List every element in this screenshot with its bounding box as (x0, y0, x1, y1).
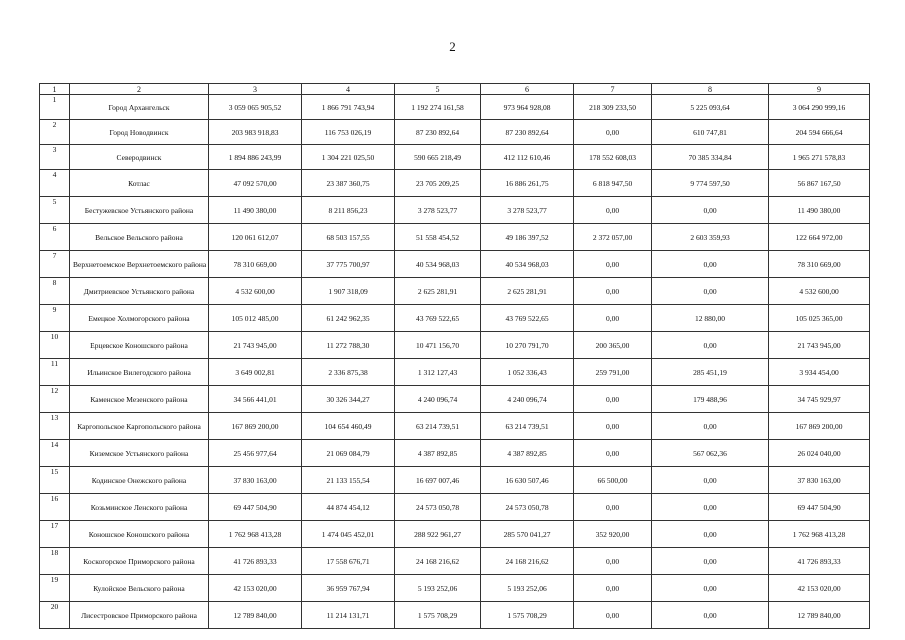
amount-cell: 1 474 045 452,01 (302, 521, 395, 548)
municipality-name: Бестужевское Устьянского района (70, 197, 209, 224)
amount-cell: 973 964 928,08 (481, 95, 574, 120)
amount-cell: 179 488,96 (652, 386, 769, 413)
column-header: 2 (70, 84, 209, 95)
municipality-name: Каргопольское Каргопольского района (70, 413, 209, 440)
amount-cell: 44 874 454,12 (302, 494, 395, 521)
amount-cell: 1 575 708,29 (481, 602, 574, 629)
amount-cell: 590 665 218,49 (395, 145, 481, 170)
amount-cell: 412 112 610,46 (481, 145, 574, 170)
amount-cell: 352 920,00 (574, 521, 652, 548)
amount-cell: 3 934 454,00 (769, 359, 870, 386)
amount-cell: 5 193 252,06 (481, 575, 574, 602)
amount-cell: 178 552 608,03 (574, 145, 652, 170)
column-header: 5 (395, 84, 481, 95)
amount-cell: 0,00 (652, 494, 769, 521)
amount-cell: 0,00 (652, 521, 769, 548)
row-number: 19 (40, 575, 70, 602)
amount-cell: 21 133 155,54 (302, 467, 395, 494)
municipality-name: Город Архангельск (70, 95, 209, 120)
amount-cell: 56 867 167,50 (769, 170, 870, 197)
amount-cell: 63 214 739,51 (481, 413, 574, 440)
row-number: 2 (40, 120, 70, 145)
municipality-name: Лисестровское Приморского района (70, 602, 209, 629)
amount-cell: 11 272 788,30 (302, 332, 395, 359)
amount-cell: 2 336 875,38 (302, 359, 395, 386)
amount-cell: 1 575 708,29 (395, 602, 481, 629)
column-header: 1 (40, 84, 70, 95)
table-row (40, 602, 870, 629)
column-header: 4 (302, 84, 395, 95)
amount-cell: 167 869 200,00 (209, 413, 302, 440)
amount-cell: 69 447 504,90 (209, 494, 302, 521)
amount-cell: 0,00 (574, 278, 652, 305)
amount-cell: 105 012 485,00 (209, 305, 302, 332)
amount-cell: 3 278 523,77 (481, 197, 574, 224)
amount-cell: 0,00 (652, 332, 769, 359)
municipality-name: Город Новодвинск (70, 120, 209, 145)
column-header: 3 (209, 84, 302, 95)
row-number: 6 (40, 224, 70, 251)
amount-cell: 0,00 (652, 251, 769, 278)
amount-cell: 78 310 669,00 (209, 251, 302, 278)
amount-cell: 0,00 (574, 548, 652, 575)
row-number: 15 (40, 467, 70, 494)
page-number: 2 (449, 39, 456, 54)
amount-cell: 0,00 (652, 548, 769, 575)
amount-cell: 5 225 093,64 (652, 95, 769, 120)
row-number: 5 (40, 197, 70, 224)
amount-cell: 16 630 507,46 (481, 467, 574, 494)
table-row (40, 521, 870, 548)
amount-cell: 69 447 504,90 (769, 494, 870, 521)
amount-cell: 204 594 666,64 (769, 120, 870, 145)
amount-cell: 12 789 840,00 (769, 602, 870, 629)
amount-cell: 1 192 274 161,58 (395, 95, 481, 120)
column-number-row (40, 84, 870, 95)
amount-cell: 1 866 791 743,94 (302, 95, 395, 120)
amount-cell: 49 186 397,52 (481, 224, 574, 251)
amount-cell: 11 214 131,71 (302, 602, 395, 629)
amount-cell: 10 471 156,70 (395, 332, 481, 359)
municipality-name: Ерцевское Коношского района (70, 332, 209, 359)
amount-cell: 0,00 (574, 120, 652, 145)
row-number: 17 (40, 521, 70, 548)
amount-cell: 0,00 (574, 413, 652, 440)
table-row (40, 120, 870, 145)
row-number: 7 (40, 251, 70, 278)
amount-cell: 2 625 281,91 (395, 278, 481, 305)
amount-cell: 0,00 (574, 305, 652, 332)
amount-cell: 61 242 962,35 (302, 305, 395, 332)
amount-cell: 0,00 (574, 197, 652, 224)
amount-cell: 0,00 (652, 467, 769, 494)
amount-cell: 43 769 522,65 (481, 305, 574, 332)
amount-cell: 40 534 968,03 (395, 251, 481, 278)
amount-cell: 610 747,81 (652, 120, 769, 145)
amount-cell: 24 573 050,78 (395, 494, 481, 521)
amount-cell: 2 603 359,93 (652, 224, 769, 251)
amount-cell: 285 570 041,27 (481, 521, 574, 548)
table-row (40, 278, 870, 305)
amount-cell: 12 789 840,00 (209, 602, 302, 629)
amount-cell: 0,00 (652, 602, 769, 629)
table-row (40, 575, 870, 602)
table-row (40, 413, 870, 440)
amount-cell: 21 743 945,00 (769, 332, 870, 359)
amount-cell: 78 310 669,00 (769, 251, 870, 278)
municipality-name: Коскогорское Приморского района (70, 548, 209, 575)
amount-cell: 218 309 233,50 (574, 95, 652, 120)
amount-cell: 11 490 380,00 (209, 197, 302, 224)
row-number: 10 (40, 332, 70, 359)
column-header: 8 (652, 84, 769, 95)
municipality-name: Козьминское Ленского района (70, 494, 209, 521)
row-number: 9 (40, 305, 70, 332)
amount-cell: 24 168 216,62 (395, 548, 481, 575)
column-header: 6 (481, 84, 574, 95)
amount-cell: 12 880,00 (652, 305, 769, 332)
column-header: 9 (769, 84, 870, 95)
row-number: 4 (40, 170, 70, 197)
amount-cell: 3 059 065 905,52 (209, 95, 302, 120)
municipality-name: Дмитриевское Устьянского района (70, 278, 209, 305)
amount-cell: 16 886 261,75 (481, 170, 574, 197)
table-row (40, 95, 870, 120)
municipality-name: Кодинское Онежского района (70, 467, 209, 494)
amount-cell: 6 818 947,50 (574, 170, 652, 197)
amount-cell: 42 153 020,00 (769, 575, 870, 602)
row-number: 1 (40, 95, 70, 120)
table-row (40, 251, 870, 278)
municipality-name: Ильинское Вилегодского района (70, 359, 209, 386)
amount-cell: 37 830 163,00 (209, 467, 302, 494)
amount-cell: 10 270 791,70 (481, 332, 574, 359)
municipality-name: Киземское Устьянского района (70, 440, 209, 467)
amount-cell: 167 869 200,00 (769, 413, 870, 440)
amount-cell: 41 726 893,33 (769, 548, 870, 575)
amount-cell: 24 573 050,78 (481, 494, 574, 521)
amount-cell: 200 365,00 (574, 332, 652, 359)
row-number: 8 (40, 278, 70, 305)
amount-cell: 120 061 612,07 (209, 224, 302, 251)
municipality-name: Емецкое Холмогорского района (70, 305, 209, 332)
amount-cell: 21 743 945,00 (209, 332, 302, 359)
table-row (40, 548, 870, 575)
amount-cell: 5 193 252,06 (395, 575, 481, 602)
amount-cell: 0,00 (574, 575, 652, 602)
amount-cell: 42 153 020,00 (209, 575, 302, 602)
amount-cell: 87 230 892,64 (395, 120, 481, 145)
amount-cell: 122 664 972,00 (769, 224, 870, 251)
amount-cell: 25 456 977,64 (209, 440, 302, 467)
amount-cell: 4 240 096,74 (395, 386, 481, 413)
amount-cell: 23 705 209,25 (395, 170, 481, 197)
amount-cell: 68 503 157,55 (302, 224, 395, 251)
amount-cell: 51 558 454,52 (395, 224, 481, 251)
table-row (40, 305, 870, 332)
amount-cell: 1 907 318,09 (302, 278, 395, 305)
table-row (40, 224, 870, 251)
amount-cell: 26 024 040,00 (769, 440, 870, 467)
table-row (40, 467, 870, 494)
amount-cell: 3 064 290 999,16 (769, 95, 870, 120)
amount-cell: 34 566 441,01 (209, 386, 302, 413)
amount-cell: 21 069 084,79 (302, 440, 395, 467)
amount-cell: 1 965 271 578,83 (769, 145, 870, 170)
table-row (40, 170, 870, 197)
table-row (40, 440, 870, 467)
amount-cell: 288 922 961,27 (395, 521, 481, 548)
row-number: 3 (40, 145, 70, 170)
table-row (40, 145, 870, 170)
amount-cell: 1 052 336,43 (481, 359, 574, 386)
municipality-name: Кулойское Вельского района (70, 575, 209, 602)
municipality-name: Северодвинск (70, 145, 209, 170)
row-number: 14 (40, 440, 70, 467)
table-row (40, 494, 870, 521)
amount-cell: 0,00 (652, 278, 769, 305)
amount-cell: 8 211 856,23 (302, 197, 395, 224)
amount-cell: 9 774 597,50 (652, 170, 769, 197)
amount-cell: 11 490 380,00 (769, 197, 870, 224)
row-number: 16 (40, 494, 70, 521)
row-number: 12 (40, 386, 70, 413)
amount-cell: 66 500,00 (574, 467, 652, 494)
row-number: 20 (40, 602, 70, 629)
amount-cell: 116 753 026,19 (302, 120, 395, 145)
amount-cell: 63 214 739,51 (395, 413, 481, 440)
amount-cell: 1 894 886 243,99 (209, 145, 302, 170)
amount-cell: 36 959 767,94 (302, 575, 395, 602)
amount-cell: 16 697 007,46 (395, 467, 481, 494)
amount-cell: 4 532 600,00 (769, 278, 870, 305)
amount-cell: 34 745 929,97 (769, 386, 870, 413)
municipality-name: Верхнетоемское Верхнетоемского района (70, 251, 209, 278)
amount-cell: 3 649 002,81 (209, 359, 302, 386)
amount-cell: 30 326 344,27 (302, 386, 395, 413)
table-row (40, 359, 870, 386)
amount-cell: 0,00 (574, 440, 652, 467)
amount-cell: 0,00 (652, 197, 769, 224)
amount-cell: 4 532 600,00 (209, 278, 302, 305)
amount-cell: 70 385 334,84 (652, 145, 769, 170)
amount-cell: 0,00 (574, 602, 652, 629)
amount-cell: 203 983 918,83 (209, 120, 302, 145)
row-number: 18 (40, 548, 70, 575)
amount-cell: 1 304 221 025,50 (302, 145, 395, 170)
amount-cell: 17 558 676,71 (302, 548, 395, 575)
amount-cell: 24 168 216,62 (481, 548, 574, 575)
amount-cell: 104 654 460,49 (302, 413, 395, 440)
amount-cell: 40 534 968,03 (481, 251, 574, 278)
row-number: 13 (40, 413, 70, 440)
amount-cell: 4 387 892,85 (395, 440, 481, 467)
amount-cell: 4 387 892,85 (481, 440, 574, 467)
table-row (40, 386, 870, 413)
amount-cell: 37 775 700,97 (302, 251, 395, 278)
municipality-name: Каменское Мезенского района (70, 386, 209, 413)
amount-cell: 4 240 096,74 (481, 386, 574, 413)
amount-cell: 41 726 893,33 (209, 548, 302, 575)
amount-cell: 47 092 570,00 (209, 170, 302, 197)
table-row (40, 197, 870, 224)
amount-cell: 37 830 163,00 (769, 467, 870, 494)
amount-cell: 0,00 (574, 386, 652, 413)
amount-cell: 0,00 (652, 575, 769, 602)
table-row (40, 332, 870, 359)
budget-table (39, 83, 870, 629)
amount-cell: 259 791,00 (574, 359, 652, 386)
amount-cell: 2 372 057,00 (574, 224, 652, 251)
amount-cell: 567 062,36 (652, 440, 769, 467)
amount-cell: 3 278 523,77 (395, 197, 481, 224)
amount-cell: 1 762 968 413,28 (209, 521, 302, 548)
amount-cell: 43 769 522,65 (395, 305, 481, 332)
municipality-name: Котлас (70, 170, 209, 197)
column-header: 7 (574, 84, 652, 95)
amount-cell: 0,00 (574, 251, 652, 278)
municipality-name: Вельское Вельского района (70, 224, 209, 251)
amount-cell: 1 762 968 413,28 (769, 521, 870, 548)
amount-cell: 23 387 360,75 (302, 170, 395, 197)
municipality-name: Коношское Коношского района (70, 521, 209, 548)
amount-cell: 87 230 892,64 (481, 120, 574, 145)
amount-cell: 1 312 127,43 (395, 359, 481, 386)
amount-cell: 105 025 365,00 (769, 305, 870, 332)
amount-cell: 0,00 (652, 413, 769, 440)
amount-cell: 2 625 281,91 (481, 278, 574, 305)
amount-cell: 285 451,19 (652, 359, 769, 386)
row-number: 11 (40, 359, 70, 386)
amount-cell: 0,00 (574, 494, 652, 521)
